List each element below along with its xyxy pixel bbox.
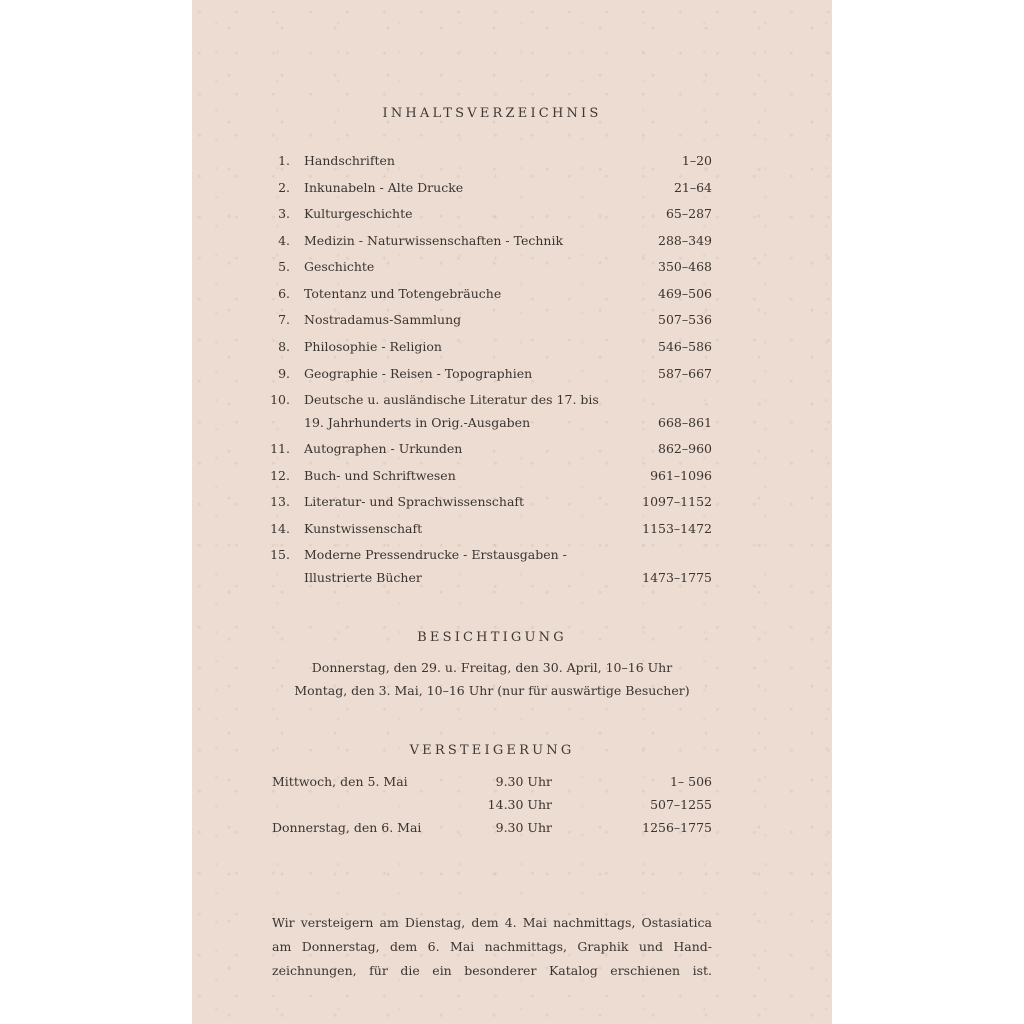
toc-entry-range: 1097–1152 (642, 494, 712, 509)
toc-entry-range: 1473–1775 (642, 570, 712, 585)
toc-entry-number: 3. (278, 206, 290, 221)
toc-entry (192, 203, 832, 225)
toc-entry-range: 1–20 (681, 153, 712, 168)
catalog-page (192, 0, 832, 1024)
toc-entry-range: 507–536 (658, 312, 712, 327)
toc-entry (192, 389, 832, 411)
toc-entry-title: Deutsche u. ausländische Literatur des 17. bis (304, 392, 599, 407)
toc-entry-title: Geographie - Reisen - Topographien (304, 366, 533, 381)
toc-entry-number: 12. (270, 468, 290, 483)
auction-day: Donnerstag, den 6. Mai (272, 820, 422, 835)
toc-entry-number: 4. (278, 233, 290, 248)
toc-entry-continuation (192, 567, 832, 589)
toc-entry (192, 150, 832, 172)
toc-entry (192, 283, 832, 305)
viewing-line: Montag, den 3. Mai, 10–16 Uhr (nur für auswärtige Besucher) (294, 683, 690, 698)
toc-entry-number: 5. (278, 259, 290, 274)
toc-entry-title: Inkunabeln - Alte Drucke (304, 180, 464, 195)
note-line: Wir versteigern am Dienstag, dem 4. Mai nachmittags, Ostasiatica (272, 915, 712, 930)
auction-lot-range: 1– 506 (669, 774, 712, 789)
toc-entry-range: 1153–1472 (642, 521, 712, 536)
toc-entry (192, 465, 832, 487)
toc-entry-title: Illustrierte Bücher (304, 570, 422, 585)
auction-time: 9.30 Uhr (495, 820, 552, 835)
toc-entry (192, 491, 832, 513)
toc-entry (192, 518, 832, 540)
toc-entry-range: 546–586 (658, 339, 712, 354)
toc-entry-range: 21–64 (673, 180, 712, 195)
auction-lot-range: 1256–1775 (642, 820, 712, 835)
toc-entry-title: Philosophie - Religion (304, 339, 442, 354)
toc-entry-title: Kulturgeschichte (304, 206, 413, 221)
toc-entry-number: 2. (278, 180, 290, 195)
toc-entry-title: Kunstwissenschaft (304, 521, 423, 536)
toc-entry (192, 438, 832, 460)
toc-entry-title: Literatur- und Sprachwissenschaft (304, 494, 525, 509)
viewing-line: Donnerstag, den 29. u. Freitag, den 30. April, 10–16 Uhr (311, 660, 673, 675)
toc-entry-range: 668–861 (658, 415, 712, 430)
toc-entry-number: 14. (270, 521, 290, 536)
toc-entry (192, 336, 832, 358)
toc-entry (192, 177, 832, 199)
auction-time: 9.30 Uhr (495, 774, 552, 789)
auction-heading: VERSTEIGERUNG (409, 743, 575, 758)
toc-entry-number: 6. (278, 286, 290, 301)
toc-entry-title: Geschichte (304, 259, 375, 274)
toc-heading: INHALTSVERZEICHNIS (382, 106, 602, 121)
toc-entry (192, 309, 832, 331)
toc-entry-number: 7. (278, 312, 290, 327)
toc-entry-title: Handschriften (304, 153, 395, 168)
toc-entry-title: Moderne Pressendrucke - Erstausgaben - (304, 547, 567, 562)
toc-entry-range: 587–667 (658, 366, 712, 381)
toc-entry (192, 256, 832, 278)
toc-entry-number: 1. (278, 153, 290, 168)
auction-time: 14.30 Uhr (487, 797, 552, 812)
toc-entry-range: 350–468 (658, 259, 712, 274)
toc-entry-range: 469–506 (658, 286, 712, 301)
toc-entry-title: Nostradamus-Sammlung (304, 312, 462, 327)
toc-entry-range: 961–1096 (650, 468, 712, 483)
viewing-heading: BESICHTIGUNG (417, 630, 567, 645)
toc-entry-title: Medizin - Naturwissenschaften - Technik (304, 233, 564, 248)
auction-lot-range: 507–1255 (650, 797, 712, 812)
toc-entry-title: Buch- und Schriftwesen (304, 468, 456, 483)
toc-entry (192, 363, 832, 385)
toc-entry-number: 13. (270, 494, 290, 509)
toc-entry (192, 544, 832, 566)
toc-entry-number: 8. (278, 339, 290, 354)
toc-entry-number: 9. (278, 366, 290, 381)
toc-entry-continuation (192, 412, 832, 434)
toc-entry-title: 19. Jahrhunderts in Orig.-Ausgaben (304, 415, 531, 430)
toc-entry-title: Totentanz und Totengebräuche (304, 286, 502, 301)
toc-entry (192, 230, 832, 252)
toc-entry-range: 288–349 (658, 233, 712, 248)
toc-entry-title: Autographen - Urkunden (304, 441, 463, 456)
toc-entry-range: 862–960 (658, 441, 712, 456)
toc-entry-range: 65–287 (665, 206, 712, 221)
toc-entry-number: 11. (270, 441, 290, 456)
note-line: am Donnerstag, dem 6. Mai nachmittags, Graphik und Hand- (272, 939, 712, 954)
note-line: zeichnungen, für die ein besonderer Katalog erschienen ist. (272, 963, 712, 978)
toc-entry-number: 10. (270, 392, 290, 407)
auction-day: Mittwoch, den 5. Mai (272, 774, 408, 789)
toc-entry-number: 15. (270, 547, 290, 562)
